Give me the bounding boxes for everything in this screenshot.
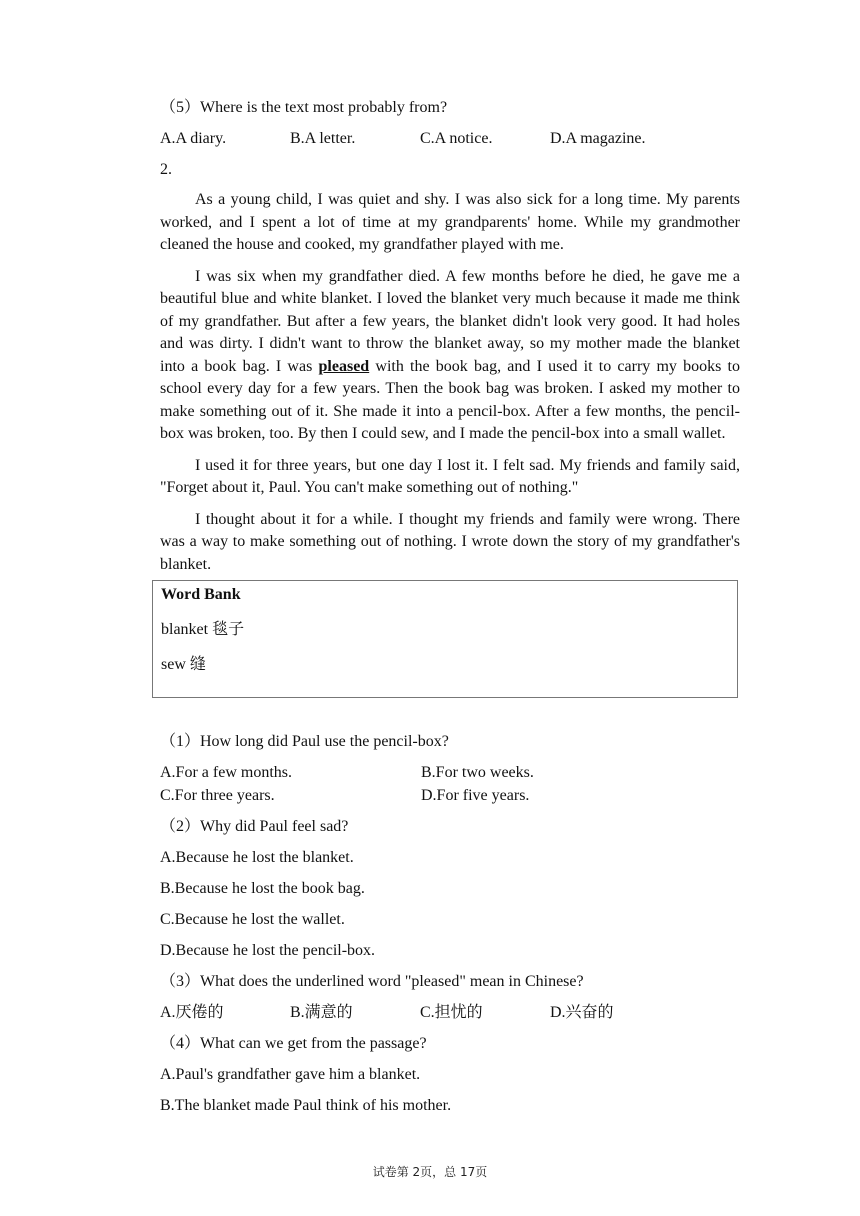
underlined-word: pleased <box>318 357 370 375</box>
q1-option-c: C.For three years. <box>160 787 275 804</box>
q2-option-d: D.Because he lost the pencil-box. <box>160 942 376 959</box>
q1-option-d: D.For five years. <box>421 787 530 804</box>
q3-option-c: C.担忧的 <box>420 1004 483 1021</box>
q5-options <box>160 127 740 150</box>
word-bank-box <box>152 580 738 698</box>
section-number: 2. <box>160 161 172 178</box>
q2-option-c: C.Because he lost the wallet. <box>160 911 345 928</box>
q3-option-d: D.兴奋的 <box>550 1004 614 1021</box>
q2-stem: （2）Why did Paul feel sad? <box>160 818 349 835</box>
q5-stem: （5）Where is the text most probably from? <box>160 99 448 116</box>
word-bank-item: sew 缝 <box>161 656 206 673</box>
page-footer: 试卷第 2页，总 17页 <box>372 1165 488 1179</box>
passage-paragraph-1: As a young child, I was quiet and shy. I was also sick for a long time. My parents worked, and I spent a lot of time at my grandparents' home. While my grandmother cleaned the house and cooked, my grandfather played with me. <box>160 191 740 253</box>
q4-stem: （4）What can we get from the passage? <box>160 1035 427 1052</box>
q3-options <box>160 1001 740 1024</box>
q2-option-b: B.Because he lost the book bag. <box>160 880 365 897</box>
q5-option-a: A.A diary. <box>160 130 227 147</box>
exam-page <box>160 96 740 1125</box>
passage-p2-before: I was six when my grandfather died. A few months before he died, he gave me a beautiful blue and white blanket. I loved the blanket very much because it made me think of my grandfather. But after a few years, the blanket didn't look very good. It had holes and was dirty. I didn't want to throw the blanket away, so my mother made the blanket into a book bag. I was <box>160 267 740 375</box>
q1-option-b: B.For two weeks. <box>421 764 534 781</box>
q4-option-b: B.The blanket made Paul think of his mother. <box>160 1097 452 1114</box>
q5-option-d: D.A magazine. <box>550 130 646 147</box>
passage-p2-after: with the book bag, and I used it to carry my books to school every day for a few years. Then the book bag was broken. I asked my mother to make something out of it. She made it into a pencil-box. After a few months, the pencil-box was broken, too. By then I could sew, and I made the pencil-box into a small wallet. <box>160 357 740 442</box>
q3-option-a: A.厌倦的 <box>160 1004 224 1021</box>
q1-options <box>160 761 740 807</box>
q3-stem: （3）What does the underlined word "pleased" mean in Chinese? <box>160 973 584 990</box>
passage-paragraph-3: I used it for three years, but one day I lost it. I felt sad. My friends and family said, "Forget about it, Paul. You can't make something out of nothing." <box>160 456 740 496</box>
q1-option-a: A.For a few months. <box>160 764 292 781</box>
word-bank-item: blanket 毯子 <box>161 621 245 638</box>
passage-paragraph-4: I thought about it for a while. I thought my friends and family were wrong. There was a way to make something out of nothing. I wrote down the story of my grandfather's blanket. <box>160 510 740 573</box>
q5-option-b: B.A letter. <box>290 130 356 147</box>
q1-stem: （1）How long did Paul use the pencil-box? <box>160 733 449 750</box>
q3-option-b: B.满意的 <box>290 1004 353 1021</box>
passage-paragraph-2 <box>160 266 740 446</box>
q4-option-a: A.Paul's grandfather gave him a blanket. <box>160 1066 421 1083</box>
q2-option-a: A.Because he lost the blanket. <box>160 849 354 866</box>
word-bank-title: Word Bank <box>161 586 241 603</box>
q5-option-c: C.A notice. <box>420 130 493 147</box>
